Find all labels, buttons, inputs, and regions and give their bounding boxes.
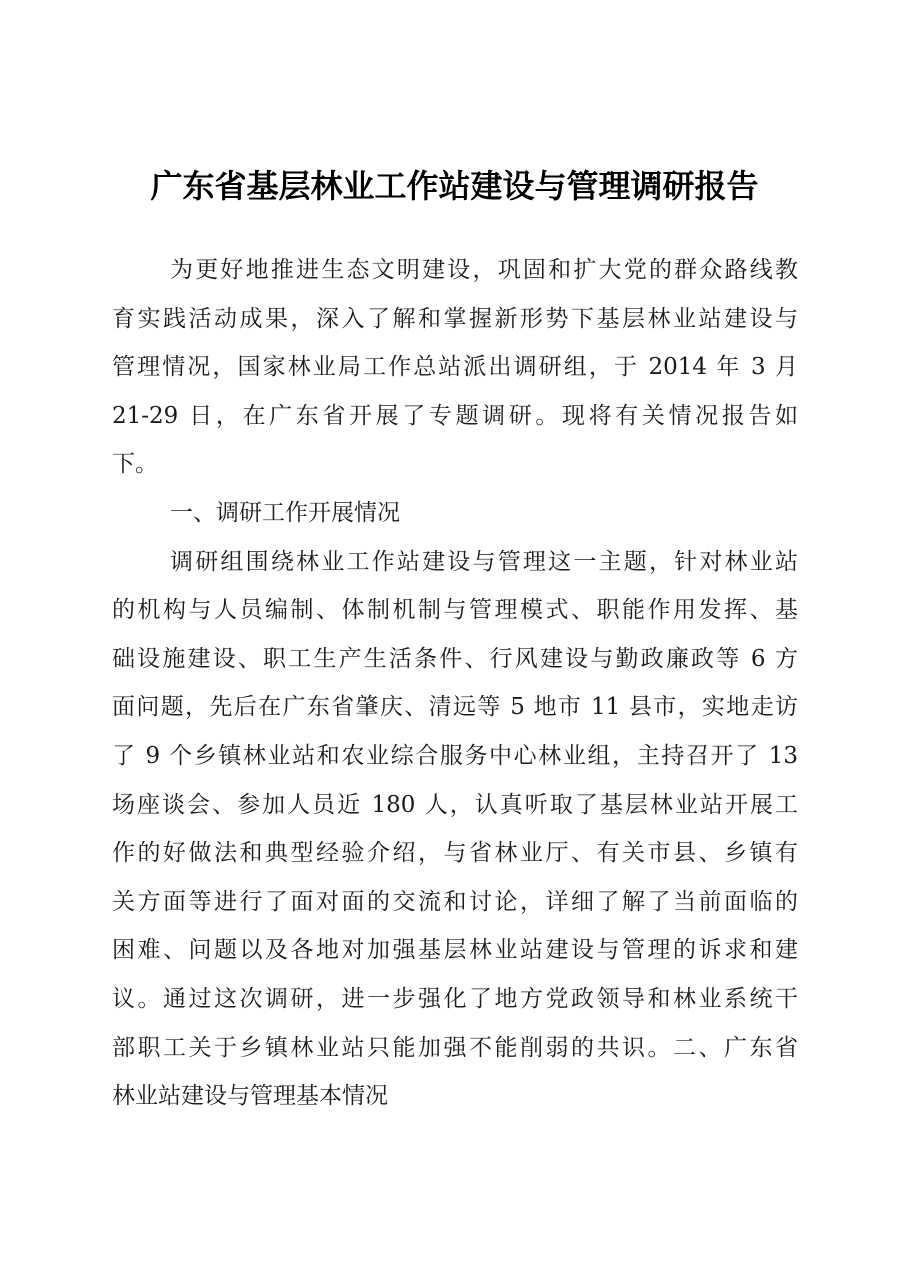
document-body xyxy=(112,246,798,1121)
paragraph-line: 作的好做法和典型经验介绍，与省林业厅、有关市县、乡镇有 xyxy=(112,840,798,867)
paragraph-line: 础设施建设、职工生产生活条件、行风建设与勤政廉政等 6 方 xyxy=(112,645,798,672)
document-title: 广东省基层林业工作站建设与管理调研报告 xyxy=(150,167,759,205)
paragraph-line: 林业站建设与管理基本情况 xyxy=(112,1083,388,1110)
section-heading: 一、调研工作开展情况 xyxy=(170,499,400,526)
paragraph-line: 关方面等进行了面对面的交流和讨论，详细了解了当前面临的 xyxy=(112,888,798,915)
paragraph-line: 调研组围绕林业工作站建设与管理这一主题，针对林业站 xyxy=(170,548,798,575)
paragraph-line: 21-29 日，在广东省开展了专题调研。现将有关情况报告如 xyxy=(112,402,798,429)
paragraph-line: 下。 xyxy=(112,451,158,478)
paragraph-line: 部职工关于乡镇林业站只能加强不能削弱的共识。二、广东省 xyxy=(112,1034,798,1061)
paragraph-line: 的机构与人员编制、体制机制与管理模式、职能作用发挥、基 xyxy=(112,597,798,624)
paragraph-line: 困难、问题以及各地对加强基层林业站建设与管理的诉求和建 xyxy=(112,937,798,964)
paragraph-line: 议。通过这次调研，进一步强化了地方党政领导和林业系统干 xyxy=(112,985,798,1012)
paragraph-line: 育实践活动成果，深入了解和掌握新形势下基层林业站建设与 xyxy=(112,305,798,332)
paragraph-line: 管理情况，国家林业局工作总站派出调研组，于 2014 年 3 月 xyxy=(112,354,798,381)
paragraph-line: 了 9 个乡镇林业站和农业综合服务中心林业组，主持召开了 13 xyxy=(112,742,798,769)
paragraph-line: 面问题，先后在广东省肇庆、清远等 5 地市 11 县市，实地走访 xyxy=(112,694,798,721)
paragraph-line: 场座谈会、参加人员近 180 人，认真听取了基层林业站开展工 xyxy=(112,791,798,818)
paragraph-line: 为更好地推进生态文明建设，巩固和扩大党的群众路线教 xyxy=(170,257,798,283)
